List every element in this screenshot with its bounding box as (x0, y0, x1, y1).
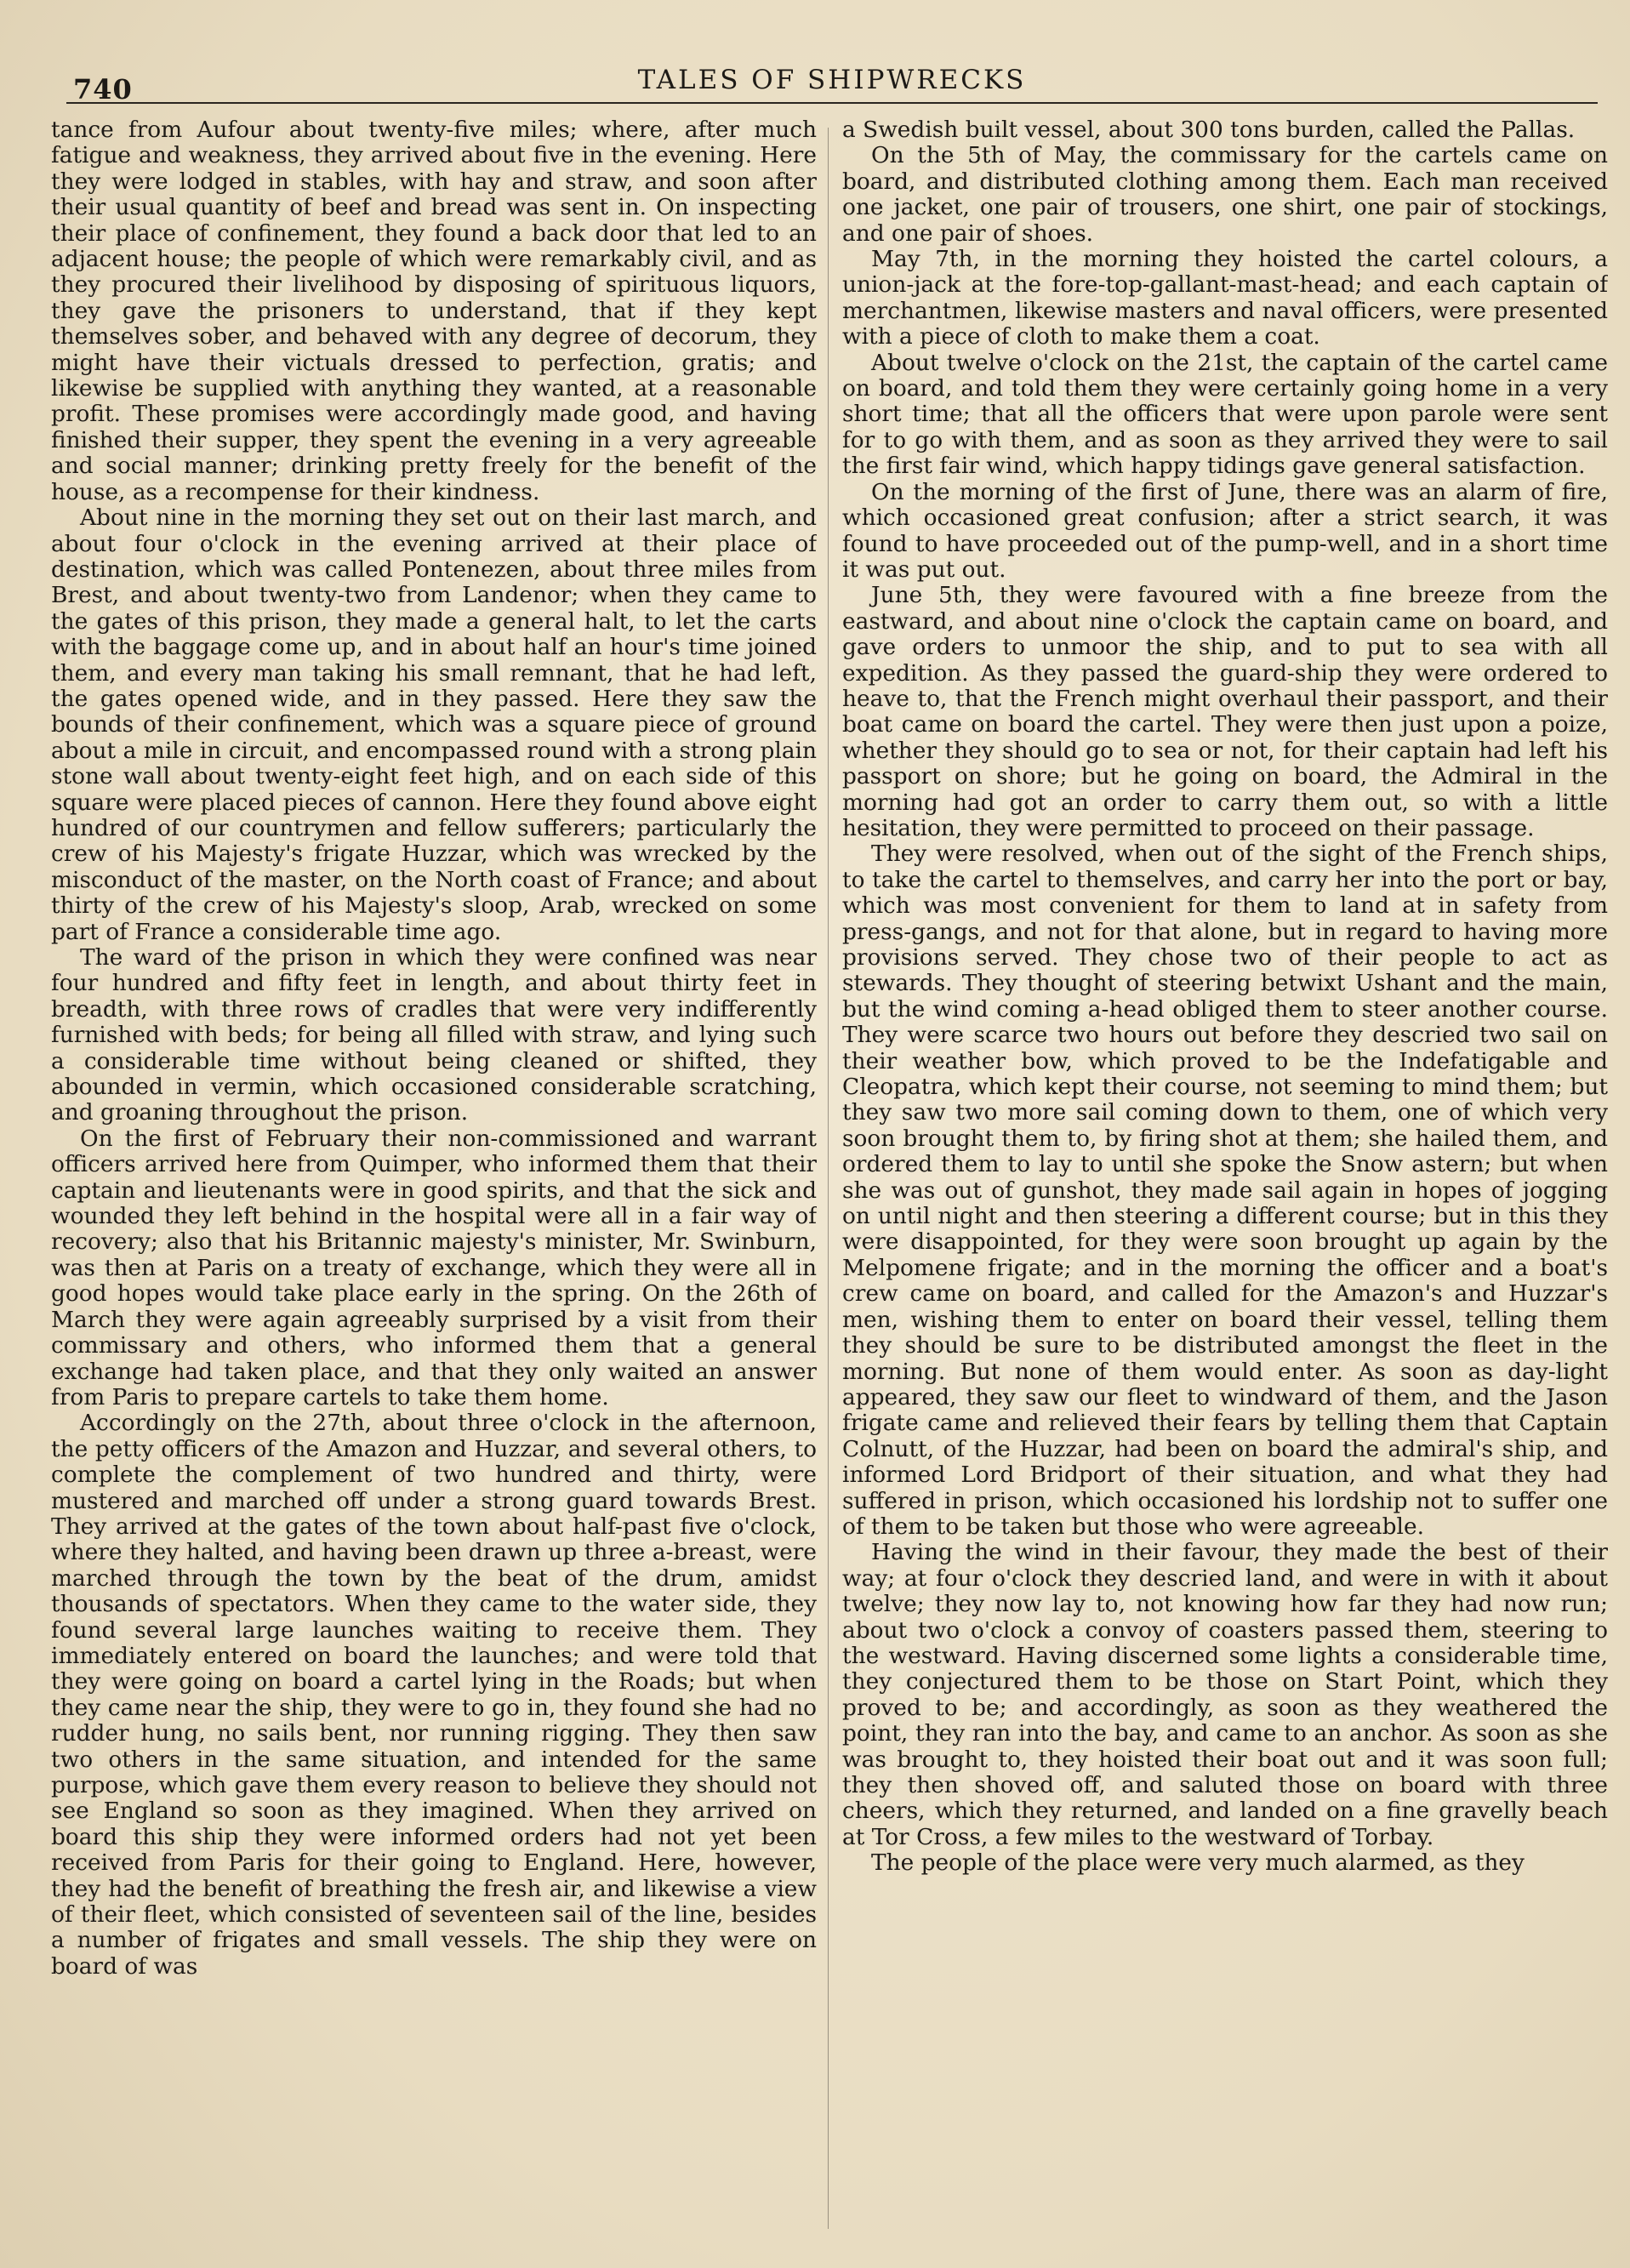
paragraph: On the morning of the first of June, there was an alarm of fire, which occasioned great confusion; after a strict search, it was found to have proceeded out of the pump-well, and in a short time it was put out. (842, 478, 1608, 583)
paragraph: About twelve o'clock on the 21st, the captain of the cartel came on board, and told them they were certainly going home in a very short time; that all the officers that were upon parole were sent for to go with them, and as soon as they arrived they were to sail the first fair wind, which happy tidings gave general satisfaction. (842, 349, 1608, 480)
paragraph: About nine in the morning they set out on their last march, and about four o'clock in the evening arrived at their place of destination, which was called Pontenezen, about three miles from Brest, and about twenty-two from Landenor; when they came to the gates of this prison, they made a general halt, to let the carts with the baggage come up, and in about half an hour's time joined them, and every man taking his small remnant, that he had left, the gates opened wide, and in they passed. Here they saw the bounds of their confinement, which was a square piece of ground about a mile in circuit, and encompassed round with a strong plain stone wall about twenty-eight feet high, and on each side of this square were placed pieces of cannon. Here they found above eight hundred of our countrymen and fellow sufferers; particularly the crew of his Majesty's frigate Huzzar, which was wrecked by the misconduct of the master, on the North coast of France; and about thirty of the crew of his Majesty's sloop, Arab, wrecked on some part of France a considerable time ago. (51, 504, 817, 945)
paragraph: tance from Aufour about twenty-five miles; where, after much fatigue and weakness, they arrived about five in the evening. Here they were lodged in stables, with hay and straw, and soon after their usual quantity of beef and bread was sent in. On inspecting their place of confinement, they found a back door that led to an adjacent house; the people of which were remarkably civil, and as they procured their livelihood by disposing of spirituous liquors, they gave the prisoners to understand, that if they kept themselves sober, and behaved with any degree of decorum, they might have their victuals dressed to perfection, gratis; and likewise be supplied with anything they wanted, at a reasonable profit. These promises were accordingly made good, and having finished their supper, they spent the evening in a very agreeable and social manner; drinking pretty freely for the benefit of the house, as a recompense for their kindness. (51, 117, 817, 505)
page-header (66, 53, 1598, 104)
left-column (51, 117, 817, 2236)
header-rule (66, 102, 1598, 104)
paragraph: They were resolved, when out of the sight of the French ships, to take the cartel to themselves, and carry her into the port or bay, which was most convenient for them to land at in safety from press-gangs, and not for that alone, but in regard to having more provisions served. They chose two of their people to act as stewards. They thought of steering betwixt Ushant and the main, but the wind coming a-head obliged them to steer another course. They were scarce two hours out before they descried two sail on their weather bow, which proved to be the Indefatigable and Cleopatra, which kept their course, not seeming to mind them; but they saw two more sail coming down to them, one of which very soon brought them to, by firing shot at them; she hailed them, and ordered them to lay to until she spoke the Snow astern; but when she was out of gunshot, they made sail again in hopes of jogging on until night and then steering a different course; but in this they were disappointed, for they were soon brought up again by the Melpomene frigate; and in the morning the officer and a boat's crew came on board, and called for the Amazon's and Huzzar's men, wishing them to enter on board their vessel, telling them they should be sure to be distributed amongst the fleet in the morning. But none of them would enter. As soon as day-light appeared, they saw our fleet to windward of them, and the Jason frigate came and relieved their fears by telling them that Captain Colnutt, of the Huzzar, had been on board the admiral's ship, and informed Lord Bridport of their situation, and what they had suffered in prison, which occasioned his lordship not to suffer one of them to be taken but those who were agreeable. (842, 841, 1608, 1540)
paragraph: June 5th, they were favoured with a fine breeze from the eastward, and about nine o'clock the captain came on board, and gave orders to unmoor the ship, and to put to sea with all expedition. As they passed the guard-ship they were ordered to heave to, that the French might overhaul their passport, and their boat came on board the cartel. They were then just upon a poize, whether they should go to sea or not, for their captain had left his passport on shore; but he going on board, the Admiral in the morning had got an order to carry them out, so with a little hesitation, they were permitted to proceed on their passage. (842, 582, 1608, 841)
paragraph: The people of the place were very much alarmed, as they (871, 1849, 1525, 1877)
running-title: TALES OF SHIPWRECKS (637, 65, 1027, 95)
column-divider (828, 128, 829, 2229)
paragraph: a Swedish built vessel, about 300 tons burden, called the Pallas. (842, 117, 1576, 143)
page-number: 740 (73, 73, 133, 105)
paragraph: On the first of February their non-commissioned and warrant officers arrived here from Quimper, who informed them that their captain and lieutenants were in good spirits, and that the sick and wounded they left behind in the hospital were all in a fair way of recovery; also that his Britannic majesty's minister, Mr. Swinburn, was then at Paris on a treaty of exchange, which they were all in good hopes would take place early in the spring. On the 26th of March they were again agreeably surprised by a visit from their commissary and others, who informed them that a general exchange had taken place, and that they only waited an answer from Paris to prepare cartels to take them home. (51, 1125, 817, 1410)
right-column (842, 117, 1608, 2236)
paragraph: May 7th, in the morning they hoisted the cartel colours, a union-jack at the fore-top-gallant-mast-head; and each captain of merchantmen, likewise masters and naval officers, were presented with a piece of cloth to make them a coat. (842, 246, 1608, 350)
paragraph: Having the wind in their favour, they made the best of their way; at four o'clock they descried land, and were in with it about twelve; they now lay to, not knowing how far they had now run; about two o'clock a convoy of coasters passed them, steering to the westward. Having discerned some lights a considerable time, they conjectured them to be those on Start Point, which they proved to be; and accordingly, as soon as they weathered the point, they ran into the bay, and came to an anchor. As soon as she was brought to, they hoisted their boat out and it was soon full; they then shoved off, and saluted those on board with three cheers, which they returned, and landed on a fine gravelly beach at Tor Cross, a few miles to the westward of Torbay. (842, 1539, 1608, 1850)
paragraph: Accordingly on the 27th, about three o'clock in the afternoon, the petty officers of the Amazon and Huzzar, and several others, to complete the complement of two hundred and thirty, were mustered and marched off under a strong guard towards Brest. They arrived at the gates of the town about half-past five o'clock, where they halted, and having been drawn up three a-breast, were marched through the town by the beat of the drum, amidst thousands of spectators. When they came to the water side, they found several large launches waiting to receive them. They immediately entered on board the launches; and were told that they were going on board a cartel lying in the Roads; but when they came near the ship, they were to go in, they found she had no rudder hung, no sails bent, nor running rigging. They then saw two others in the same situation, and intended for the same purpose, which gave them every reason to believe they should not see England so soon as they imagined. When they arrived on board this ship they were informed orders had not yet been received from Paris for their going to England. Here, however, they had the benefit of breathing the fresh air, and likewise a view of their fleet, which consisted of seventeen sail of the line, besides a number of frigates and small vessels. The ship they were on board of was (51, 1410, 817, 1980)
paragraph: On the 5th of May, the commissary for the cartels came on board, and distributed clothing among them. Each man received one jacket, one pair of trousers, one shirt, one pair of stockings, and one pair of shoes. (842, 142, 1608, 247)
paragraph: The ward of the prison in which they were confined was near four hundred and fifty feet in length, and about thirty feet in breadth, with three rows of cradles that were very indifferently furnished with beds; for being all filled with straw, and lying such a considerable time without being cleaned or shifted, they abounded in vermin, which occasioned considerable scratching, and groaning throughout the prison. (51, 944, 817, 1126)
